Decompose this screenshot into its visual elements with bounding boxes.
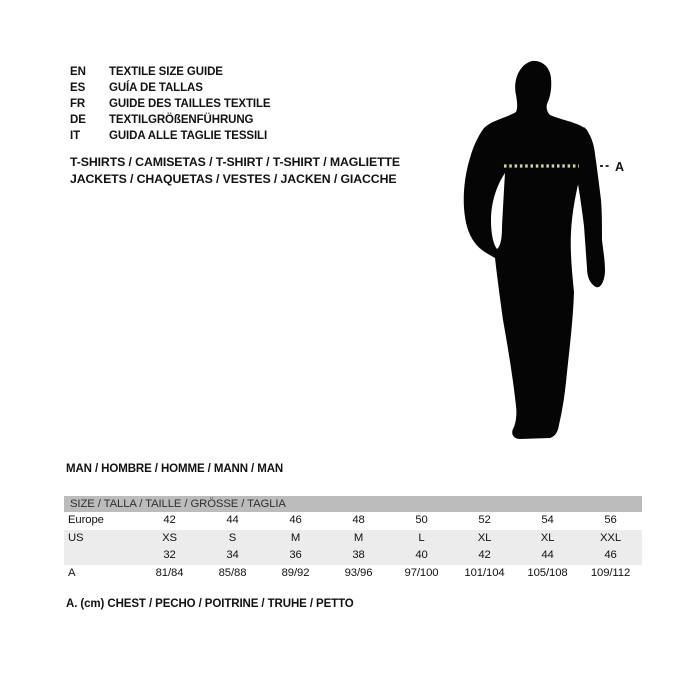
table-cell: M	[290, 531, 301, 544]
table-cell: 56	[604, 514, 617, 526]
language-label: TEXTILE SIZE GUIDE	[109, 66, 223, 78]
table-cell: 97/100	[404, 566, 439, 579]
man-silhouette-svg	[430, 50, 650, 460]
language-row	[70, 96, 271, 112]
language-list	[70, 64, 271, 144]
table-cell: 46	[289, 514, 302, 526]
size-table-header: SIZE / TALLA / TAILLE / GRÖSSE / TAGLIA	[64, 496, 642, 512]
table-cell: 54	[541, 514, 554, 526]
language-code: EN	[70, 66, 86, 78]
language-label: TEXTILGRÖßENFÜHRUNG	[109, 114, 254, 126]
table-cell: 52	[478, 514, 491, 526]
table-row	[64, 565, 642, 583]
product-type-tshirts: T-SHIRTS / CAMISETAS / T-SHIRT / T-SHIRT / MAGLIETTE	[70, 155, 401, 169]
table-cell: 50	[415, 514, 428, 526]
language-code: FR	[70, 98, 86, 110]
table-cell: 44	[226, 514, 239, 526]
table-cell: 38	[352, 549, 365, 561]
table-cell: 85/88	[218, 566, 247, 579]
product-type-jackets: JACKETS / CHAQUETAS / VESTES / JACKEN / GIACCHE	[70, 172, 397, 186]
language-row	[70, 80, 271, 96]
figure-illustration	[430, 50, 650, 460]
table-cell: 109/112	[590, 566, 631, 579]
table-row	[64, 512, 642, 530]
language-code: DE	[70, 114, 86, 126]
measurement-key: A. (cm) CHEST / PECHO / POITRINE / TRUHE / PETTO	[66, 598, 354, 610]
language-row	[70, 64, 271, 80]
language-row	[70, 112, 271, 128]
row-label	[64, 547, 138, 565]
language-row	[70, 128, 271, 144]
table-row	[64, 547, 642, 565]
table-cell: 101/104	[464, 566, 505, 579]
table-cell: 81/84	[155, 566, 184, 579]
man-right-arm	[577, 127, 605, 287]
table-cell: 32	[163, 549, 176, 561]
table-cell: XS	[162, 531, 177, 544]
measure-a-label: A	[615, 160, 625, 174]
table-cell: 46	[604, 549, 617, 561]
table-cell: 105/108	[527, 566, 568, 579]
table-cell: 42	[478, 549, 491, 561]
language-label: GUÍA DE TALLAS	[109, 82, 203, 94]
table-cell: 42	[163, 514, 176, 526]
language-label: GUIDA ALLE TAGLIE TESSILI	[109, 130, 268, 142]
table-cell: 44	[541, 549, 554, 561]
table-cell: XL	[477, 531, 492, 544]
table-cell: XXL	[599, 531, 622, 544]
language-label: GUIDE DES TAILLES TEXTILE	[109, 98, 271, 110]
row-label: Europe	[68, 514, 104, 526]
language-code: IT	[70, 130, 81, 142]
man-silhouette	[464, 61, 590, 439]
table-cell: S	[228, 531, 237, 544]
table-section-title: MAN / HOMBRE / HOMME / MANN / MAN	[66, 463, 284, 475]
table-cell: 40	[415, 549, 428, 561]
table-cell: XL	[540, 531, 555, 544]
table-cell: 93/96	[344, 566, 373, 579]
table-cell: 48	[352, 514, 365, 526]
product-type-list	[70, 154, 400, 188]
table-cell: 89/92	[281, 566, 310, 579]
table-cell: L	[418, 531, 425, 544]
size-table	[64, 496, 642, 582]
table-cell: M	[353, 531, 364, 544]
row-label: US	[68, 531, 84, 544]
table-cell: 36	[289, 549, 302, 561]
table-cell: 34	[226, 549, 239, 561]
table-row	[64, 530, 642, 548]
language-code: ES	[70, 82, 86, 94]
row-label: A	[68, 566, 76, 579]
